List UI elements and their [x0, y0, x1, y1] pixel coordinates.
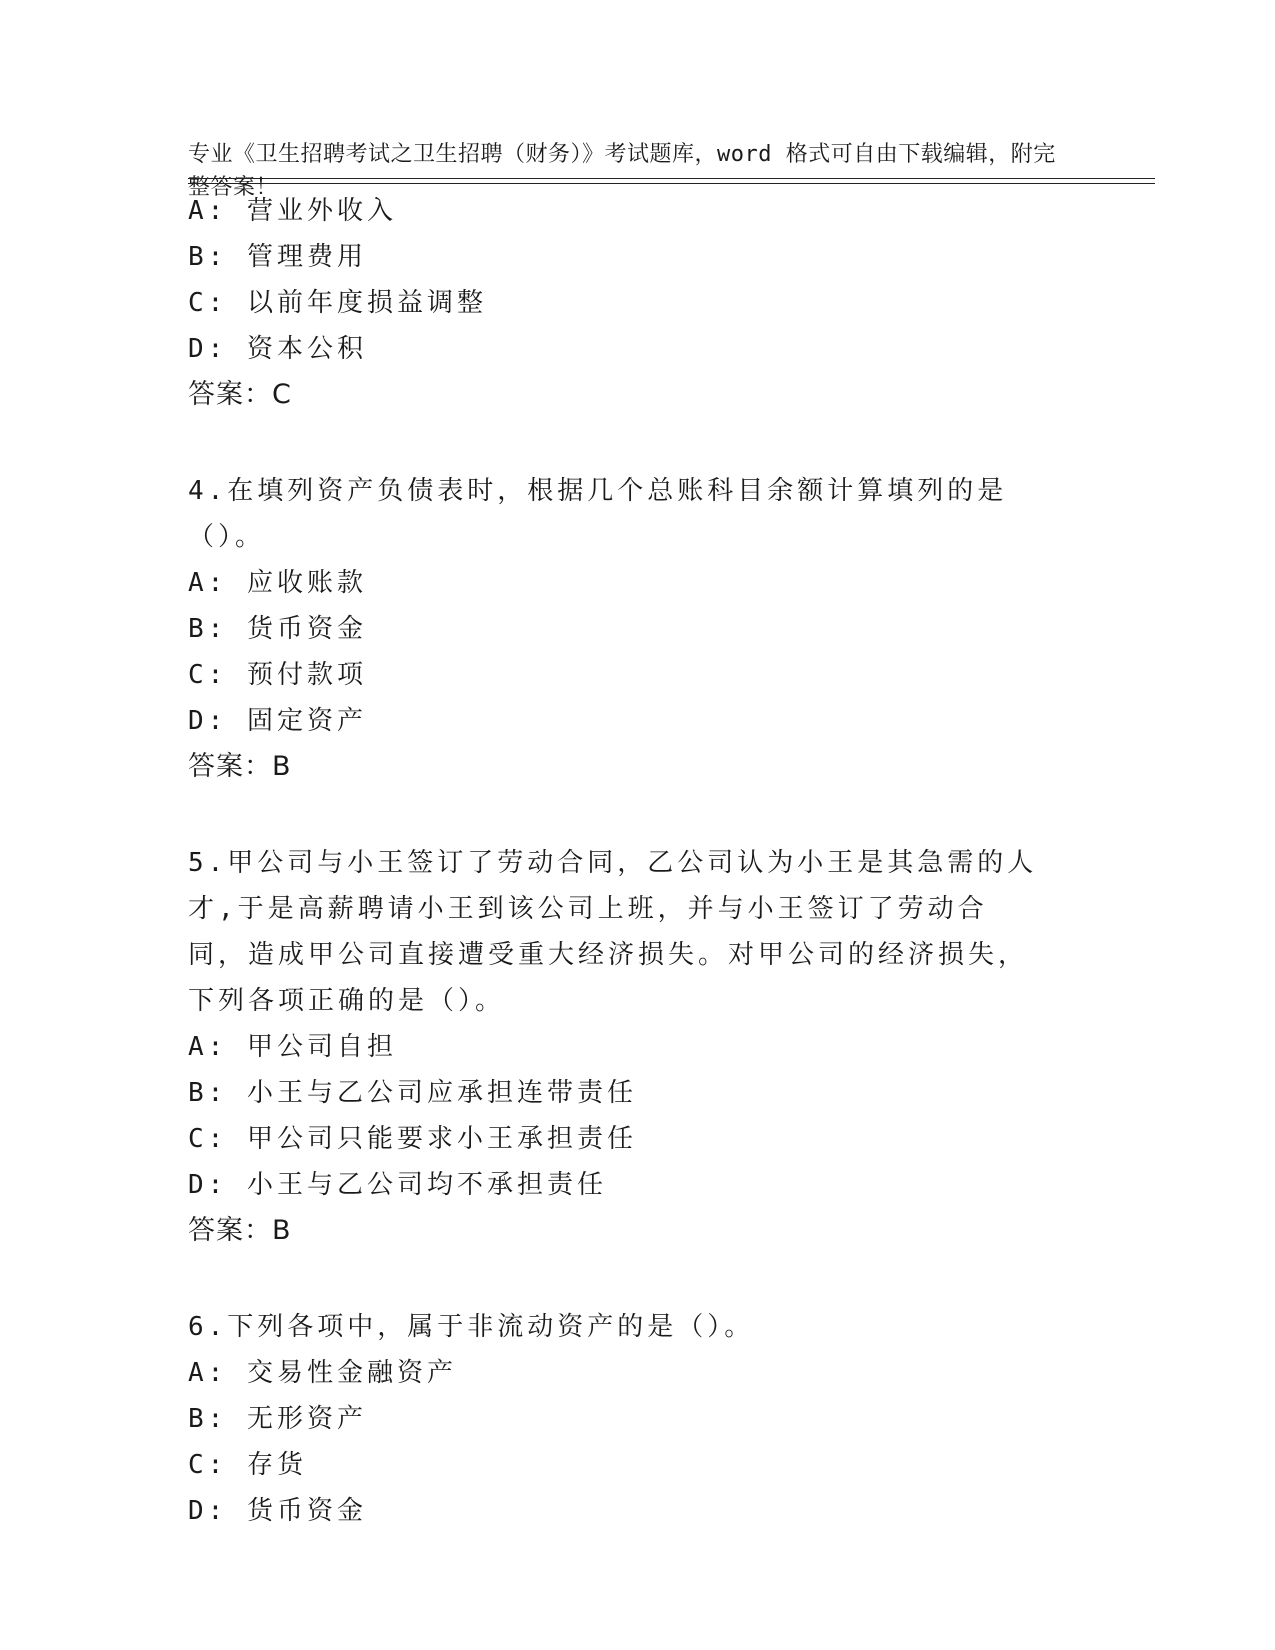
option-d: D: 固定资产	[188, 706, 367, 736]
option-b: B: 无形资产	[188, 1404, 367, 1434]
option-a: A: 甲公司自担	[188, 1032, 397, 1062]
header-rule-top	[188, 178, 1155, 179]
option-c: C: 存货	[188, 1450, 307, 1480]
option-a: A: 营业外收入	[188, 196, 397, 226]
question-text: 4.在填列资产负债表时，根据几个总账科目余额计算填列的是（）。	[188, 476, 1008, 552]
option-d: D: 小王与乙公司均不承担责任	[188, 1170, 607, 1200]
option-a: A: 应收账款	[188, 568, 367, 598]
question-text: 6.下列各项中，属于非流动资产的是（）。	[188, 1312, 755, 1342]
question-4-block	[188, 468, 1068, 790]
question-3-block	[188, 188, 1068, 418]
option-b: B: 管理费用	[188, 242, 367, 272]
option-d: D: 资本公积	[188, 334, 367, 364]
option-d: D: 货币资金	[188, 1496, 367, 1526]
question-list	[188, 188, 1068, 1534]
option-c: C: 预付款项	[188, 660, 367, 690]
answer-line: 答案：B	[188, 1215, 292, 1246]
header-rule-bottom	[188, 183, 1155, 184]
option-c: C: 以前年度损益调整	[188, 288, 487, 318]
question-text: 5.甲公司与小王签订了劳动合同，乙公司认为小王是其急需的人才,于是高薪聘请小王到该公司上班，并与小王签订了劳动合同，造成甲公司直接遭受重大经济损失。对甲公司的经济损失，下列各项正确的是（）。	[188, 848, 1038, 1016]
answer-line: 答案：B	[188, 751, 292, 782]
option-b: B: 小王与乙公司应承担连带责任	[188, 1078, 637, 1108]
header-intro: 专业《卫生招聘考试之卫生招聘（财务）》考试题库，word 格式可自由下载编辑，附完整答案！	[188, 142, 1056, 200]
option-a: A: 交易性金融资产	[188, 1358, 457, 1388]
option-b: B: 货币资金	[188, 614, 367, 644]
option-c: C: 甲公司只能要求小王承担责任	[188, 1124, 637, 1154]
answer-line: 答案：C	[188, 379, 292, 410]
question-6-block	[188, 1304, 1068, 1534]
question-5-block	[188, 840, 1068, 1254]
